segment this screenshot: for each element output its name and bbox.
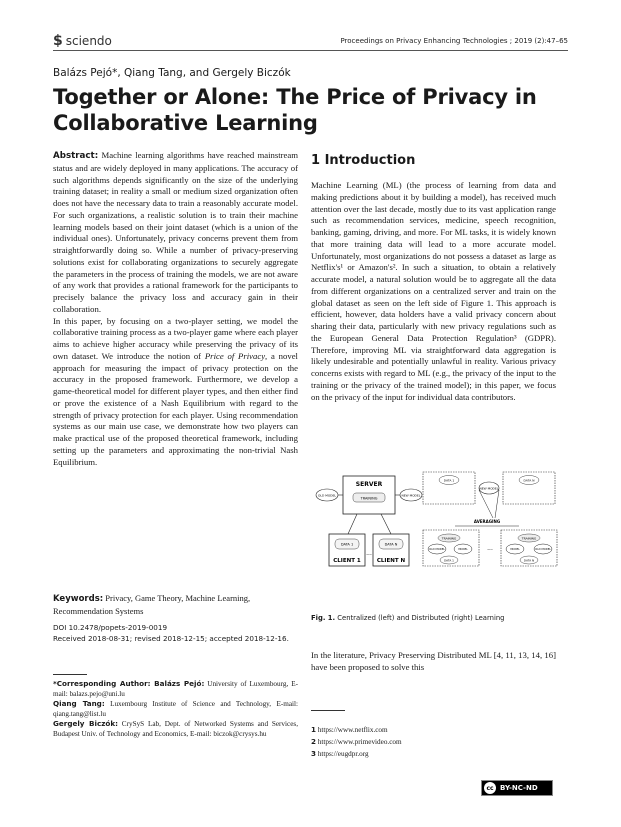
- logo-text: sciendo: [65, 34, 112, 48]
- affiliation-item: [53, 719, 298, 739]
- arrow-client1-server: [348, 514, 357, 534]
- footnote-number: 2: [311, 737, 317, 746]
- affiliation-text: Luxembourg Institute of Science and Technology, E-mail: qiang.tang@list.lu: [53, 700, 298, 718]
- footnote-number: 1: [311, 725, 317, 734]
- abstract-paragraph-2: [53, 316, 298, 469]
- authors: Balázs Pejó*, Qiang Tang, and Gergely Biczók: [53, 67, 291, 79]
- publisher-logo: [53, 33, 112, 49]
- training-label: TRAINING: [360, 496, 378, 501]
- paper-title: Together or Alone: The Price of Privacy in Collaborative Learning: [53, 85, 537, 135]
- dist-ellipsis: ...: [487, 545, 493, 552]
- introduction-paragraph-1: Machine Learning (ML) (the process of learning from data and making predictions about it by building a model), has received much attention over the last decade, mostly due to its vast application range such as recommendation services, medicine, speech recognition, banking, gaming, driving, and more. For ML tasks, it is widely known that more training data will lead to a more accurate model. Unfortunately, most organizations do not possess a dataset as large as Netflix's¹ or Amazon's². In such a situation, to obtain a relatively accurate model, a natural solution would be to aggregate all the data from different organizations on a centralized server and train on the global dataset as seen on the left side of Figure 1. This approach is efficient, however, data holders have a valid privacy concern about sharing their data, particularly with new privacy regulations such as the European General Data Protection Regulation³ (GDPR). Therefore, improving ML via straightforward data aggregation is likely undesirable and potentially unlawful in reality. Various privacy concerns exists with regard to ML (e.g., the privacy of the input to the training or the privacy of the trained model); in this paper, we focus on the privacy of the input for individual data contributors.: [311, 180, 556, 402]
- footnote-link[interactable]: https://eugdpr.org: [317, 750, 369, 758]
- license-badge[interactable]: [481, 780, 553, 796]
- affiliation-label: *Corresponding Author: Balázs Pejó:: [53, 679, 205, 688]
- dist-model-label: MODEL: [458, 548, 468, 551]
- dist-training-label: TRAINING: [441, 536, 457, 541]
- logo-mark-icon: $: [53, 33, 63, 49]
- section-heading: 1 Introduction: [311, 153, 416, 168]
- dist-data-label: DATA 1: [444, 558, 454, 563]
- doi: DOI 10.2478/popets-2019-0019: [53, 623, 168, 632]
- affiliations: [53, 679, 298, 740]
- data1-label: DATA 1: [340, 542, 354, 547]
- footnote-link[interactable]: https://www.primevideo.com: [317, 738, 402, 746]
- dist-data-label: DATA N: [523, 558, 535, 563]
- dist-model-label: OLD MODEL: [429, 548, 445, 551]
- affiliation-item: [53, 699, 298, 719]
- abstract-emphasis: Price of Privacy: [204, 350, 266, 361]
- dist-data-label: DATA 1: [443, 478, 455, 483]
- keywords-label: Keywords:: [53, 594, 104, 604]
- license-text: BY-NC-ND: [500, 784, 538, 792]
- dist-model-label: OLD MODEL: [535, 548, 551, 551]
- footnote-item: [311, 736, 556, 748]
- keywords: [53, 593, 298, 617]
- old-model-label: OLD MODEL: [317, 493, 337, 498]
- header-rule: [53, 50, 568, 51]
- footnote-item: [311, 748, 556, 760]
- footnote-rule: [311, 710, 345, 711]
- dist-data-label: DATA N: [523, 478, 535, 483]
- footnote-item: [311, 724, 556, 736]
- dist-training-label: TRAINING: [521, 536, 537, 541]
- introduction-paragraph-2: In the literature, Privacy Preserving Distributed ML [4, 11, 13, 14, 16] have been proposed to solve this: [311, 650, 556, 672]
- keywords-text: Privacy, Game Theory, Machine Learning, Recommendation Systems: [53, 593, 251, 616]
- abstract-text-2b: , a novel approach for measuring the impact of privacy protection on the accuracy in the proposed framework. Furthermore, we develop a game-theoretical model for different player types, and then either find or prove the existence of a Nash Equilibrium with regard to the strength of privacy protection for each player. Using recommendation systems as our main use case, we demonstrate how two players can make practical use of the proposed theoretical framework, including setting up the parameters and approximating the non-trivial Nash Equilibrium.: [53, 350, 298, 467]
- publication-info: [53, 622, 289, 644]
- footnote-rule: [53, 674, 87, 675]
- abstract-text-2a: In this paper, by focusing on a two-player setting, we model the collaborative training process as a two-player game where each player aims to achieve higher accuracy while preserving the privacy of its own dataset. We introduce the notion of: [53, 315, 298, 361]
- affiliation-label: Gergely Biczók:: [53, 719, 118, 729]
- creative-commons-icon: cc: [484, 782, 496, 794]
- journal-citation: Proceedings on Privacy Enhancing Technologies ; 2019 (2):47–65: [340, 37, 568, 45]
- client1-label: CLIENT 1: [333, 558, 361, 564]
- affiliation-text: CrySyS Lab, Dept. of Networked Systems and Services, Budapest Univ. of Technology and Economics, E-mail: biczok@crysys.hu: [53, 720, 298, 738]
- caption-label: Fig. 1.: [311, 614, 336, 622]
- figure-caption: [311, 614, 504, 622]
- dist-model-label: MODEL: [510, 548, 520, 551]
- footnote-number: 3: [311, 749, 317, 758]
- averaging-label: AVERAGING: [473, 519, 501, 524]
- clientn-label: CLIENT N: [376, 558, 406, 564]
- datan-label: DATA N: [384, 542, 398, 547]
- dist-link: [495, 490, 499, 518]
- abstract-label: Abstract:: [53, 151, 99, 161]
- server-label: SERVER: [355, 481, 383, 488]
- abstract-text-1: Machine learning algorithms have reached mainstream status and are widely deployed in many applications. The accuracy of such algorithms depends significantly on the size of the underlying training dataset; in reality a small or medium sized organization often does not have the necessary data to train a reasonably accurate model. For such organizations, a realistic solution is to train their machine learning models based on their joint dataset (which is a union of the individual ones). Unfortunately, privacy concerns prevent them from straightforwardly doing so. While a number of privacy-preserving solutions exist for collaborating organizations to securely aggregate the parameters in the process of training the models, we are not aware of any work that provides a rational framework for the participants to precisely balance the privacy loss and accuracy gain in their collaboration.: [53, 150, 298, 314]
- footnote-link[interactable]: https://www.netflix.com: [317, 726, 388, 734]
- arrow-clientn-server: [381, 514, 391, 534]
- received-dates: Received 2018-08-31; revised 2018-12-15; accepted 2018-12-16.: [53, 634, 289, 643]
- affiliation-label: Qiang Tang:: [53, 699, 105, 709]
- caption-text: Centralized (left) and Distributed (right) Learning: [337, 614, 505, 622]
- affiliation-item: [53, 679, 298, 699]
- affiliation-text: University of Luxembourg, E-mail: balazs.pejo@uni.lu: [53, 680, 298, 698]
- abstract-paragraph-1: [53, 150, 298, 316]
- new-model-label: NEW MODEL: [401, 493, 421, 498]
- dist-new-model-label: NEW MODEL: [479, 486, 499, 491]
- abstract: [53, 150, 298, 468]
- figure-1: [315, 468, 560, 608]
- footnotes: [311, 724, 556, 760]
- clients-ellipsis: ...: [366, 550, 372, 557]
